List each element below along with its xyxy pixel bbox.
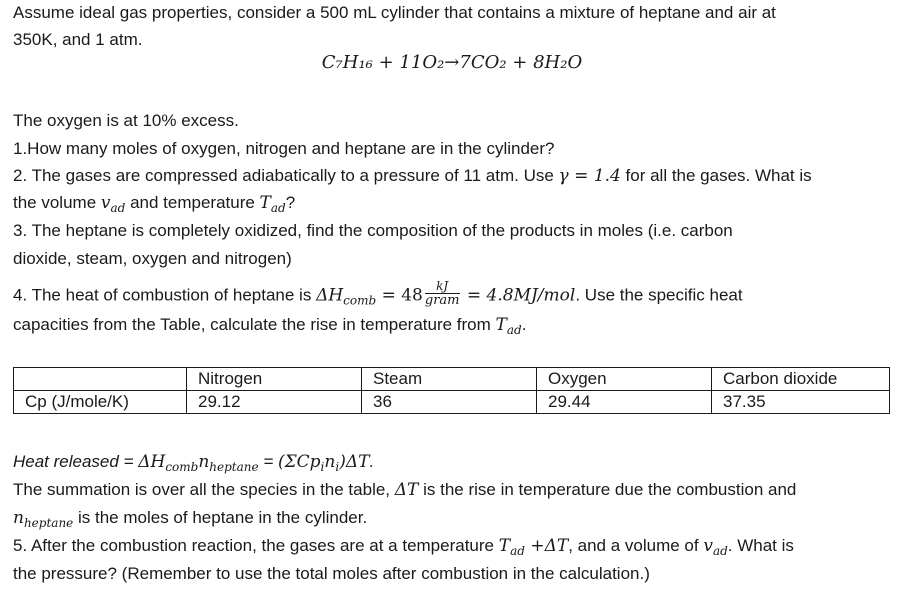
- q2-text-e: ?: [285, 193, 296, 212]
- delta-h-symbol: ΔH: [316, 285, 344, 306]
- heat-end: .: [369, 452, 375, 471]
- t-symbol: T: [498, 536, 511, 556]
- table-cell: 36: [362, 391, 537, 414]
- t-subscript: ad: [506, 323, 522, 337]
- table-row: [14, 391, 890, 414]
- sum-close: )ΔT: [339, 452, 370, 472]
- delta-t-symbol: ΔT: [394, 480, 419, 500]
- eq-rest: = 4.8MJ/mol: [461, 285, 576, 306]
- question-2-line-1: [13, 165, 812, 187]
- q2-text-d: and temperature: [125, 193, 260, 212]
- table-cell: 29.12: [187, 391, 362, 414]
- intro-line-2: 350K, and 1 atm.: [13, 30, 143, 49]
- table-row-label: Cp (J/mole/K): [14, 391, 187, 414]
- t-subscript: ad: [270, 201, 286, 215]
- table-header-cell: Oxygen: [537, 368, 712, 391]
- table-cell: 37.35: [712, 391, 890, 414]
- sum-i2-subscript: i: [335, 460, 340, 474]
- n-subscript: heptane: [209, 460, 259, 474]
- q4-text-a: 4. The heat of combustion of heptane is: [13, 285, 317, 305]
- sum-n: n: [324, 452, 336, 472]
- reaction-equation: [0, 52, 904, 73]
- question-3-line-2: dioxide, steam, oxygen and nitrogen): [13, 249, 292, 268]
- question-1: 1.How many moles of oxygen, nitrogen and heptane are in the cylinder?: [13, 139, 555, 158]
- kj-per-gram-fraction: [425, 280, 460, 308]
- v-subscript: ad: [110, 201, 126, 215]
- summation-line-2: [13, 507, 367, 534]
- delta-h-subscript: comb: [343, 293, 377, 308]
- eq-value: = 48: [376, 285, 423, 306]
- table-cell: 29.44: [537, 391, 712, 414]
- delta-h-subscript: comb: [165, 460, 199, 474]
- sum-text-a: The summation is over all the species in the table,: [13, 480, 395, 499]
- q5-text-b: , and a volume of: [568, 536, 704, 555]
- excess-line: The oxygen is at 10% excess.: [13, 111, 239, 130]
- plus-delta-t: +ΔT: [524, 536, 569, 556]
- t-subscript: ad: [510, 544, 525, 558]
- q4-text-c: capacities from the Table, calculate the rise in temperature from: [13, 315, 496, 334]
- v-symbol: v: [100, 193, 111, 213]
- intro-line-1: Assume ideal gas properties, consider a 500 mL cylinder that contains a mixture of heptane and air at: [13, 3, 776, 22]
- q2-text-b: for all the gases. What is: [620, 166, 812, 185]
- n-subscript: heptane: [23, 516, 74, 530]
- fraction-denominator: gram: [424, 293, 460, 308]
- q2-text-a: 2. The gases are compressed adiabatically to a pressure of 11 atm. Use: [13, 166, 559, 185]
- sum-text-b: is the rise in temperature due the combustion and: [418, 480, 797, 499]
- fraction-numerator: kJ: [425, 280, 460, 294]
- delta-h-symbol: ΔH: [138, 452, 166, 472]
- v-subscript: ad: [712, 544, 728, 558]
- summation-line-1: [13, 479, 796, 501]
- t-symbol: T: [495, 315, 507, 335]
- sum-i-subscript: i: [320, 460, 325, 474]
- q4-text-b: . Use the specific heat: [575, 285, 743, 305]
- question-4-line-2: [13, 314, 526, 341]
- reaction-text: C₇H₁₆ + 11O₂→7CO₂ + 8H₂O: [321, 52, 583, 73]
- heat-label: Heat released =: [13, 452, 139, 471]
- table-header-cell: Carbon dioxide: [712, 368, 890, 391]
- question-3-line-1: 3. The heptane is completely oxidized, find the composition of the products in moles (i.e. carbon: [13, 221, 733, 240]
- question-5-line-2: the pressure? (Remember to use the total moles after combustion in the calculation.): [13, 564, 650, 583]
- gamma-value: γ = 1.4: [558, 166, 621, 186]
- q5-text-a: 5. After the combustion reaction, the gases are at a temperature: [13, 536, 499, 555]
- t-symbol: T: [259, 193, 271, 213]
- table-header-cell: Steam: [362, 368, 537, 391]
- heat-eq: =: [258, 452, 278, 471]
- n-symbol: n: [13, 508, 24, 528]
- question-4-line-1: [13, 279, 743, 311]
- question-5-line-1: [13, 535, 794, 562]
- n-symbol: n: [198, 452, 210, 472]
- heat-capacity-table: [13, 367, 890, 414]
- q5-text-c: . What is: [727, 536, 794, 555]
- question-2-line-2: [13, 192, 295, 219]
- v-symbol: v: [703, 536, 713, 556]
- sum-open: (ΣCp: [278, 452, 321, 472]
- table-header-row: [14, 368, 890, 391]
- table-header-cell: Nitrogen: [187, 368, 362, 391]
- q2-text-c: the volume: [13, 193, 101, 212]
- sum-text-c: is the moles of heptane in the cylinder.: [73, 508, 368, 527]
- table-header-cell: [14, 368, 187, 391]
- q4-text-d: .: [521, 315, 527, 334]
- heat-released-formula: [13, 451, 374, 478]
